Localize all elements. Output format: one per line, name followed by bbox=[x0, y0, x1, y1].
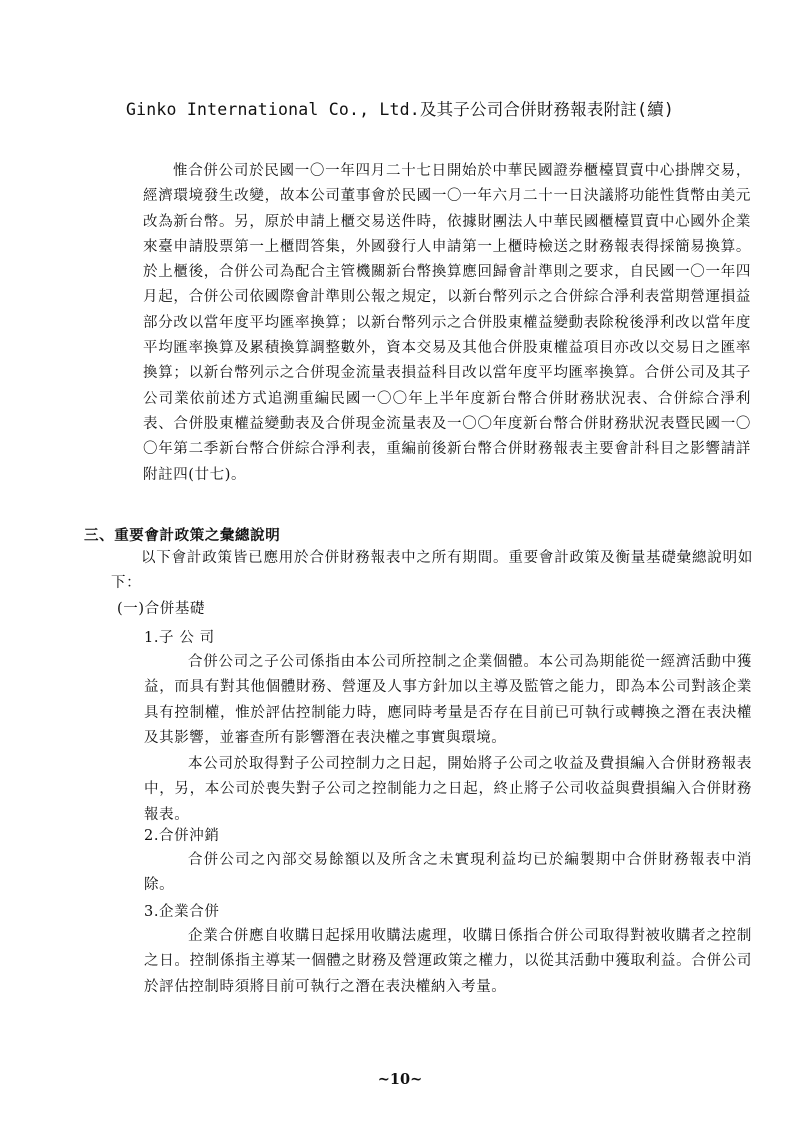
item3-heading: 3.企業合併 bbox=[144, 904, 220, 920]
section-intro: 以下會計政策皆已應用於合併財務報表中之所有期間。重要會計政策及衡量基礎彙總說明如下： bbox=[111, 550, 753, 592]
item3-paragraph: 企業合併應自收購日起採用收購法處理，收購日係指合併公司取得對被收購者之控制之日。控制係指主導某一個體之財務及營運政策之權力，以從其活動中獲取利益。合併公司於評估控制時須將目前可執行之潛在表決權納入考量。 bbox=[144, 928, 752, 995]
item2-heading: 2.合併沖銷 bbox=[144, 828, 220, 844]
subsection-heading: (一)合併基礎 bbox=[117, 601, 206, 617]
item1-paragraph-2: 本公司於取得對子公司控制力之日起，開始將子公司之收益及費損編入合併財務報表中，另，本公司於喪失對子公司之控制能力之日起，終止將子公司收益與費損編入合併財務報表。 bbox=[144, 756, 752, 823]
intro-paragraph: 惟合併公司於民國一〇一年四月二十七日開始於中華民國證券櫃檯買賣中心掛牌交易，經濟環境發生改變，故本公司董事會於民國一〇一年六月二十一日決議將功能性貨幣由美元改為新台幣。另，原於申請上櫃交易送件時，依據財團法人中華民國櫃檯買賣中心國外企業來臺申請股票第一上櫃問答集，外國發行人申請第一上櫃時檢送之財務報表得採簡易換算。於上櫃後，合併公司為配合主管機關新台幣換算應回歸會計準則之要求，自民國一〇一年四月起，合併公司依國際會計準則公報之規定，以新台幣列示之合併綜合淨利表當期營運損益部分改以當年度平均匯率換算；以新台幣列示之合併股東權益變動表除稅後淨利改以當年度平均匯率換算及累積換算調整數外，資本交易及其他合併股東權益項目亦改以交易日之匯率換算；以新台幣列示之合併現金流量表損益科目改以當年度平均匯率換算。合併公司及其子公司業依前述方式追溯重編民國一〇〇年上半年度新台幣合併財務狀況表、合併綜合淨利表、合併股東權益變動表及合併現金流量表及一〇〇年度新台幣合併財務狀況表暨民國一〇〇年第二季新台幣合併綜合淨利表，重編前後新台幣合併財務報表主要會計科目之影響請詳附註四(廿七)。 bbox=[143, 163, 751, 483]
item1-paragraph-1: 合併公司之子公司係指由本公司所控制之企業個體。本公司為期能從一經濟活動中獲益，而具有對其他個體財務、營運及人事方針加以主導及監管之能力，即為本公司對該企業具有控制權，惟於評估控制能力時，應同時考量是否存在目前已可執行或轉換之潛在表決權及其影響，並審查所有影響潛在表決權之事實與環境。 bbox=[144, 654, 752, 746]
item2-paragraph: 合併公司之內部交易餘額以及所含之未實現利益均已於編製期中合併財務報表中消除。 bbox=[144, 852, 752, 894]
section-heading: 三、重要會計政策之彙總說明 bbox=[84, 527, 281, 544]
item1-heading: 1.子 公 司 bbox=[144, 630, 215, 646]
page-title: Ginko International Co., Ltd.及其子公司合併財務報表附註(續) bbox=[126, 100, 674, 119]
page-number: ~10~ bbox=[377, 1071, 423, 1088]
